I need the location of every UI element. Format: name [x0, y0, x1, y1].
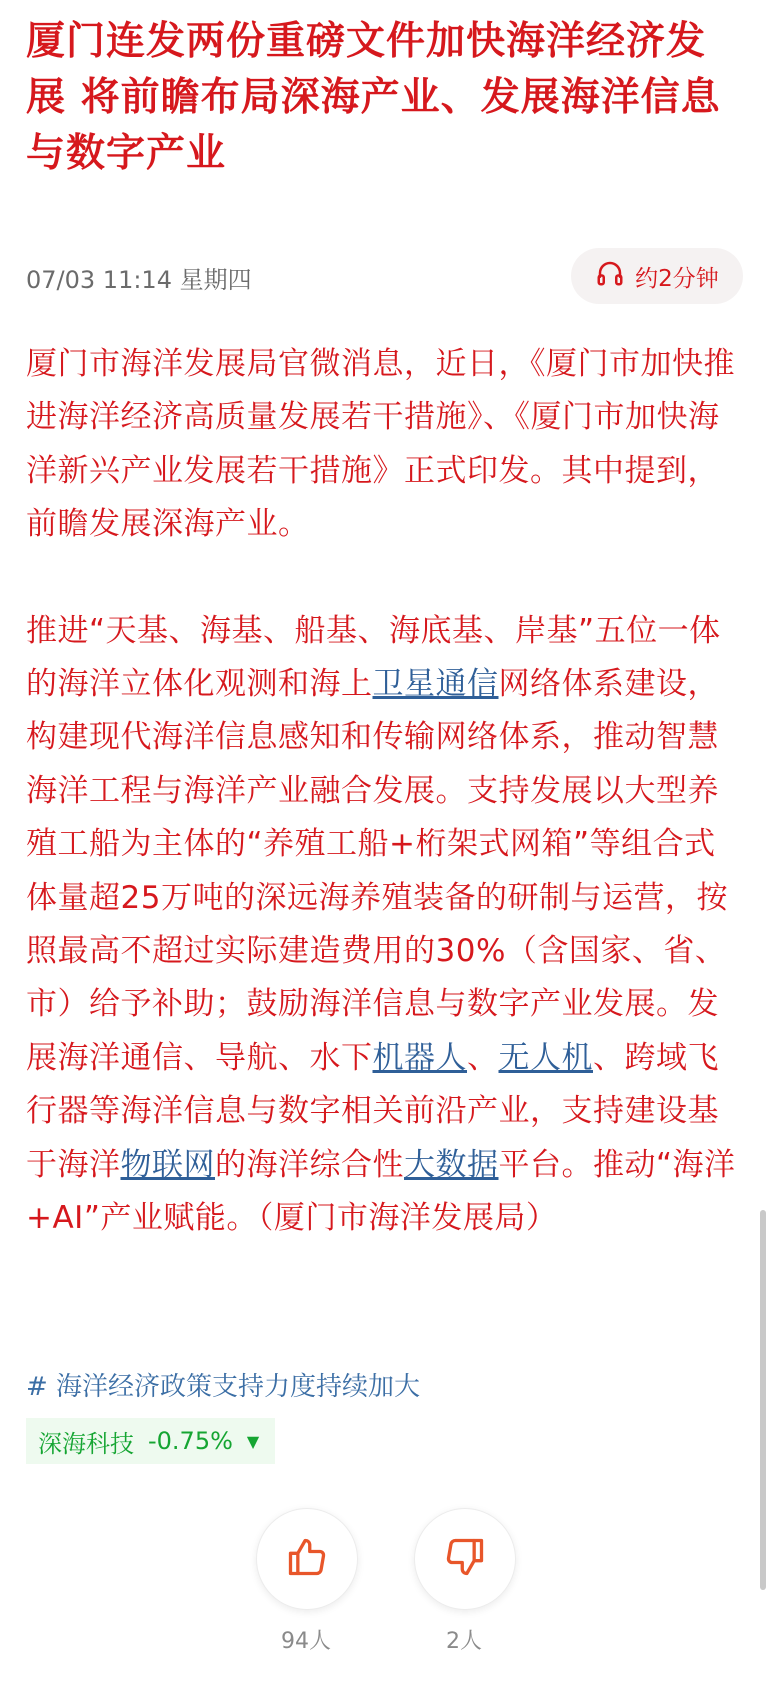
like-count: 94人 [281, 1629, 331, 1654]
thumbs-down-icon [443, 1535, 487, 1583]
stock-name: 深海科技 [38, 1429, 134, 1458]
scrollbar[interactable] [760, 1210, 766, 1590]
down-arrow-icon: ▼ [246, 1431, 260, 1451]
link-drone[interactable]: 无人机 [498, 1039, 593, 1076]
dislike-button[interactable] [414, 1508, 516, 1610]
link-robot[interactable]: 机器人 [372, 1039, 467, 1076]
link-iot[interactable]: 物联网 [120, 1146, 215, 1183]
paragraph-intro: 厦门市海洋发展局官微消息，近日，《厦门市加快推进海洋经济高质量发展若干措施》、《厦门市加快海洋新兴产业发展若干措施》正式印发。其中提到，前瞻发展深海产业。 [26, 346, 735, 543]
topic-tag[interactable]: # 海洋经济政策支持力度持续加大 [26, 1372, 421, 1402]
listen-button[interactable] [571, 248, 743, 304]
paragraph-main: 推进“天基、海基、船基、海底基、岸基”五位一体的海洋立体化观测和海上卫星通信网络体系建设，构建现代海洋信息感知和传输网络体系，推动智慧海洋工程与海洋产业融合发展。支持发展以大型养殖工船为主体的“养殖工船+桁架式网箱”等组合式体量超25万吨的深远海养殖装备的研制与运营，按照最高不超过实际建造费用的30%（含国家、省、市）给予补助；鼓励海洋信息与数字产业发展。发展海洋通信、导航、水下机器人、无人机、跨域飞行器等海洋信息与数字相关前沿产业，支持建设基于海洋物联网的海洋综合性大数据平台。推动“海洋+AI”产业赋能。（厦门市海洋发展局） [26, 612, 736, 1237]
link-satellite-comm[interactable]: 卫星通信 [372, 666, 499, 703]
stock-change: -0.75% [148, 1427, 233, 1455]
article-title: 厦门连发两份重磅文件加快海洋经济发展 将前瞻布局深海产业、发展海洋信息与数字产业 [26, 19, 721, 176]
dislike-count: 2人 [446, 1629, 482, 1654]
headphones-icon [595, 258, 625, 294]
like-button[interactable] [256, 1508, 358, 1610]
listen-duration: 约2分钟 [635, 265, 719, 292]
thumbs-up-icon [285, 1535, 329, 1583]
publish-date: 07/03 11:14 星期四 [26, 266, 252, 294]
link-big-data[interactable]: 大数据 [404, 1146, 499, 1183]
article-body [26, 338, 744, 1246]
stock-tag[interactable] [26, 1418, 275, 1464]
